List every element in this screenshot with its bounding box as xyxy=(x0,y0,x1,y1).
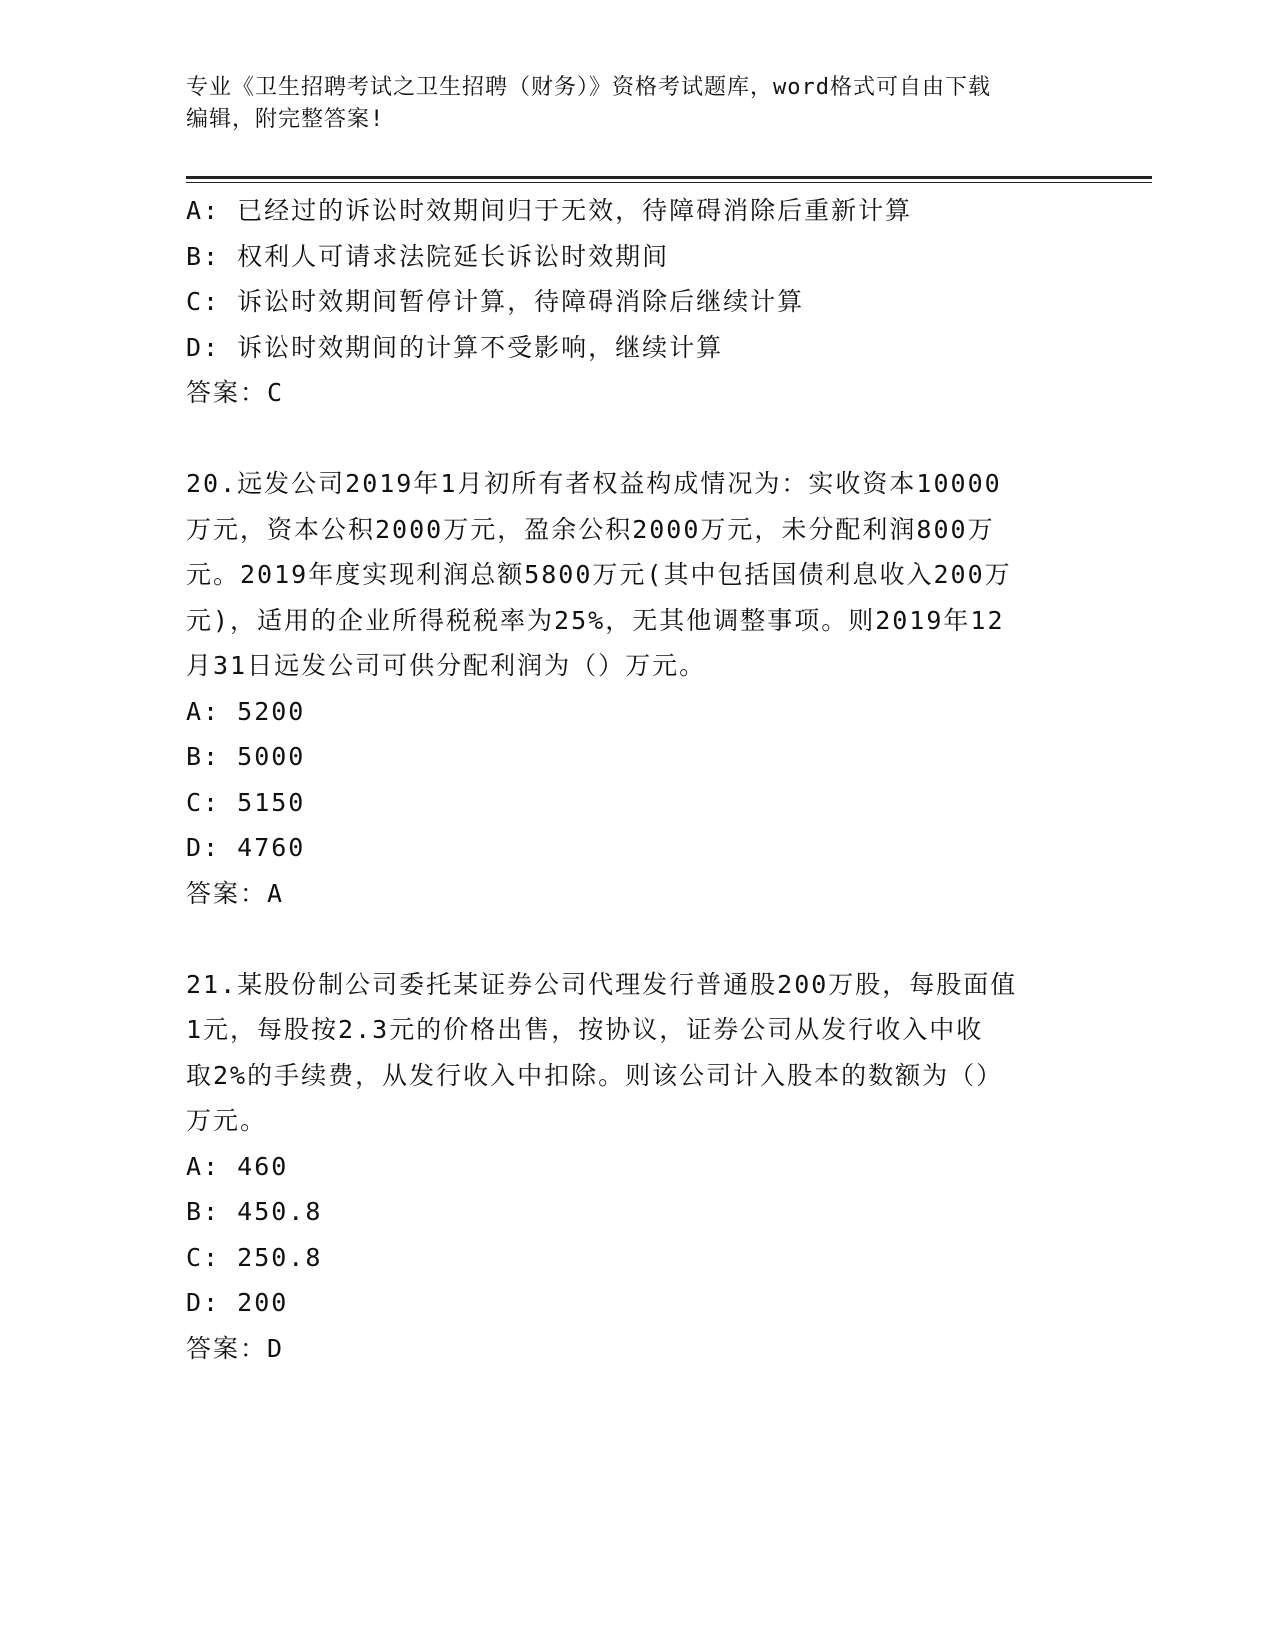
option-d: D: 诉讼时效期间的计算不受影响，继续计算 xyxy=(186,332,724,362)
option-b: B: 450.8 xyxy=(186,1197,323,1226)
option-a: A: 已经过的诉讼时效期间归于无效，待障碍消除后重新计算 xyxy=(186,196,913,225)
document-header xyxy=(186,72,1066,136)
answer: 答案：C xyxy=(186,378,285,407)
option-d: D: 4760 xyxy=(186,833,306,862)
option-d: D: 200 xyxy=(186,1288,289,1317)
spacer xyxy=(186,916,1076,962)
header-divider-thick xyxy=(186,176,1152,179)
option-c: C: 250.8 xyxy=(186,1242,323,1272)
stem-line: 1元，每股按2.3元的价格出售，按协议，证券公司从发行收入中收 xyxy=(186,1015,984,1044)
option-a: A: 5200 xyxy=(186,696,306,726)
header-line-1: 专业《卫生招聘考试之卫生招聘（财务）》资格考试题库，word格式可自由下载 xyxy=(186,75,991,100)
question-stem xyxy=(186,962,1076,1144)
stem-line: 万元。 xyxy=(186,1106,268,1135)
header-line-2: 编辑，附完整答案! xyxy=(186,107,385,132)
stem-line: 月31日远发公司可供分配利润为（）万元。 xyxy=(186,651,707,680)
option-a: A: 460 xyxy=(186,1151,289,1181)
answer: 答案：A xyxy=(186,878,285,908)
question-content xyxy=(186,188,1076,1371)
stem-line: 元)，适用的企业所得税税率为25%，无其他调整事项。则2019年12 xyxy=(186,605,1005,635)
question-stem xyxy=(186,461,1076,689)
question-19 xyxy=(186,188,1076,416)
question-20 xyxy=(186,461,1076,916)
option-b: B: 权利人可请求法院延长诉讼时效期间 xyxy=(186,241,670,271)
stem-line: 21.某股份制公司委托某证券公司代理发行普通股200万股，每股面值 xyxy=(186,969,1018,999)
stem-line: 元。2019年度实现利润总额5800万元(其中包括国债利息收入200万 xyxy=(186,560,1012,589)
option-c: C: 5150 xyxy=(186,787,306,817)
answer: 答案：D xyxy=(186,1333,285,1363)
stem-line: 取2%的手续费，从发行收入中扣除。则该公司计入股本的数额为（） xyxy=(186,1060,1004,1090)
question-21 xyxy=(186,962,1076,1372)
spacer xyxy=(186,416,1076,462)
header-divider-thin xyxy=(186,182,1152,183)
option-c: C: 诉讼时效期间暂停计算，待障碍消除后继续计算 xyxy=(186,287,805,316)
option-b: B: 5000 xyxy=(186,742,306,771)
stem-line: 20.远发公司2019年1月初所有者权益构成情况为：实收资本10000 xyxy=(186,469,1002,498)
stem-line: 万元，资本公积2000万元，盈余公积2000万元，未分配利润800万 xyxy=(186,514,995,544)
